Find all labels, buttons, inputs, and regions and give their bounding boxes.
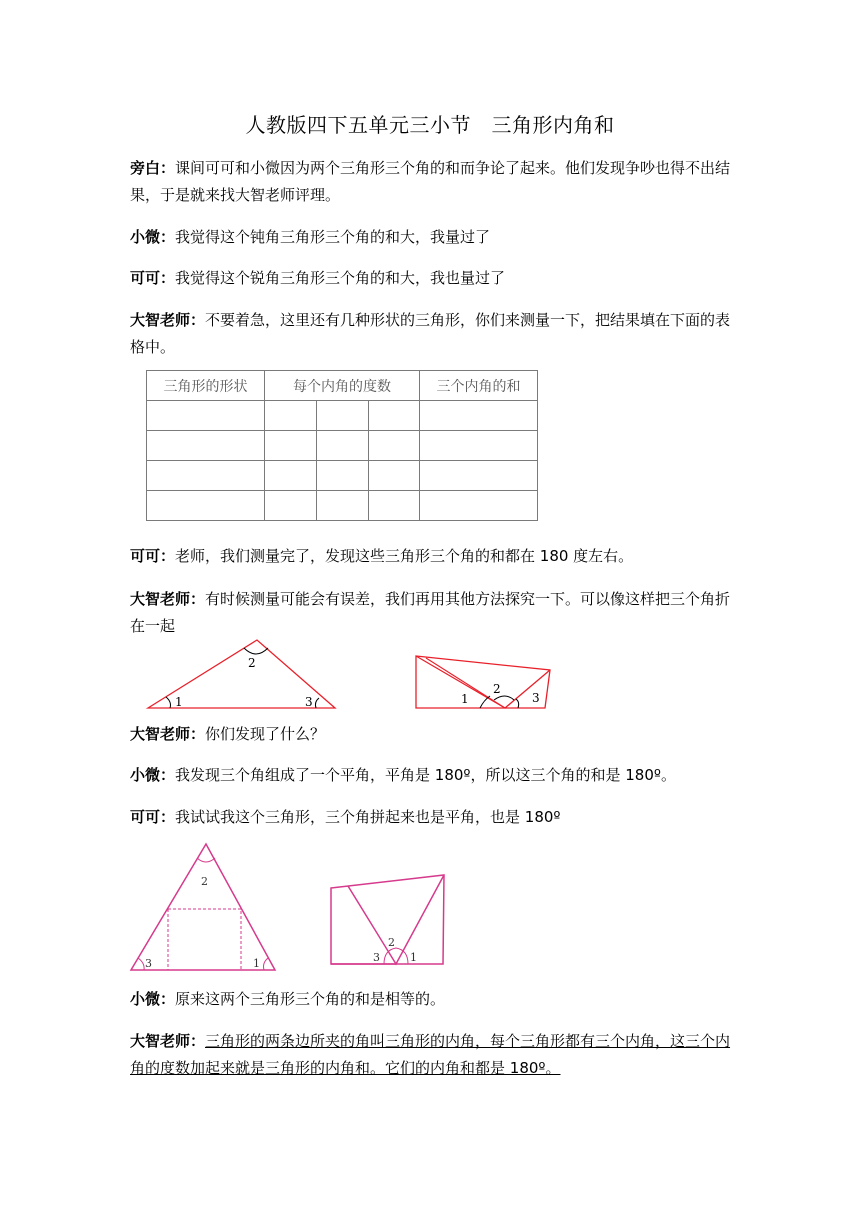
table-row bbox=[147, 461, 538, 491]
table-cell[interactable] bbox=[265, 401, 317, 431]
dialogue-teacher-4 bbox=[130, 1028, 735, 1082]
dialogue-xiaowei-3 bbox=[130, 986, 735, 1013]
table-cell[interactable] bbox=[317, 401, 369, 431]
table-cell[interactable] bbox=[420, 491, 538, 521]
angle-label-3: 3 bbox=[532, 691, 540, 705]
dialogue-text: 有时候测量可能会有误差，我们再用其他方法探究一下。可以像这样把三个角折在一起 bbox=[130, 590, 731, 635]
speaker-label: 可可： bbox=[130, 808, 176, 826]
dialogue-narrator bbox=[130, 155, 735, 209]
definition-text: 三角形的两条边所夹的角叫三角形的内角，每个三角形都有三个内角，这三个内角的度数加起来就是三角形的内角和。它们的内角和都是 180º。 bbox=[130, 1032, 731, 1077]
speaker-label: 大智老师： bbox=[130, 725, 206, 743]
folded-acute-figure bbox=[326, 870, 450, 970]
speaker-label: 旁白： bbox=[130, 159, 176, 177]
table-cell[interactable] bbox=[420, 401, 538, 431]
acute-triangle-figure bbox=[126, 840, 282, 974]
angle-label-1: 1 bbox=[461, 692, 469, 706]
table-cell[interactable] bbox=[369, 461, 420, 491]
angle-label-2: 2 bbox=[388, 936, 395, 949]
dialogue-teacher-2 bbox=[130, 586, 735, 640]
dialogue-text: 我试试我这个三角形，三个角拼起来也是平角，也是 180º bbox=[175, 808, 561, 826]
table-row bbox=[147, 431, 538, 461]
speaker-label: 大智老师： bbox=[130, 590, 206, 608]
table-row bbox=[147, 401, 538, 431]
speaker-label: 小微： bbox=[130, 990, 176, 1008]
angle-label-1: 1 bbox=[175, 695, 183, 709]
table-header-sum: 三个内角的和 bbox=[420, 371, 538, 401]
table-cell[interactable] bbox=[317, 431, 369, 461]
table-row bbox=[147, 491, 538, 521]
angle-label-3: 3 bbox=[145, 957, 152, 970]
obtuse-triangle-figure bbox=[140, 634, 340, 714]
table-cell[interactable] bbox=[265, 431, 317, 461]
speaker-label: 小微： bbox=[130, 766, 176, 784]
table-cell[interactable] bbox=[369, 491, 420, 521]
table-cell[interactable] bbox=[317, 491, 369, 521]
speaker-label: 可可： bbox=[130, 269, 176, 287]
dialogue-teacher-3 bbox=[130, 721, 735, 748]
dialogue-text: 我发现三个角组成了一个平角，平角是 180º，所以这三个角的和是 180º。 bbox=[175, 766, 676, 784]
dialogue-text: 老师，我们测量完了，发现这些三角形三个角的和都在 180 度左右。 bbox=[175, 547, 634, 565]
dialogue-text: 不要着急，这里还有几种形状的三角形，你们来测量一下，把结果填在下面的表格中。 bbox=[130, 311, 731, 356]
angle-label-2: 2 bbox=[493, 682, 501, 696]
measurement-table bbox=[146, 370, 539, 522]
dialogue-keke-3 bbox=[130, 804, 735, 831]
table-cell[interactable] bbox=[265, 491, 317, 521]
angle-label-2: 2 bbox=[248, 656, 256, 670]
table-cell[interactable] bbox=[317, 461, 369, 491]
dialogue-text: 我觉得这个锐角三角形三个角的和大，我也量过了 bbox=[175, 269, 506, 287]
folded-triangle-figure bbox=[410, 652, 560, 712]
table-cell[interactable] bbox=[265, 461, 317, 491]
angle-label-1: 1 bbox=[410, 951, 417, 964]
speaker-label: 小微： bbox=[130, 228, 176, 246]
speaker-label: 大智老师： bbox=[130, 311, 206, 329]
angle-label-2: 2 bbox=[201, 875, 208, 888]
dialogue-keke-2 bbox=[130, 543, 735, 570]
dialogue-teacher-1 bbox=[130, 307, 735, 361]
speaker-label: 可可： bbox=[130, 547, 176, 565]
page-title: 人教版四下五单元三小节 三角形内角和 bbox=[245, 113, 615, 137]
table-cell[interactable] bbox=[147, 491, 265, 521]
dialogue-text: 原来这两个三角形三个角的和是相等的。 bbox=[175, 990, 446, 1008]
dialogue-text: 课间可可和小微因为两个三角形三个角的和而争论了起来。他们发现争吵也得不出结果，于是就来找大智老师评理。 bbox=[130, 159, 731, 204]
table-cell[interactable] bbox=[369, 431, 420, 461]
table-header-angles: 每个内角的度数 bbox=[265, 371, 420, 401]
table-cell[interactable] bbox=[420, 461, 538, 491]
table-cell[interactable] bbox=[420, 431, 538, 461]
dialogue-text: 你们发现了什么？ bbox=[205, 725, 326, 743]
table-cell[interactable] bbox=[147, 401, 265, 431]
table-cell[interactable] bbox=[147, 461, 265, 491]
speaker-label: 大智老师： bbox=[130, 1032, 206, 1050]
table-header-shape: 三角形的形状 bbox=[147, 371, 265, 401]
dialogue-xiaowei-1 bbox=[130, 224, 735, 251]
angle-label-3: 3 bbox=[305, 695, 313, 709]
dialogue-xiaowei-2 bbox=[130, 762, 735, 789]
angle-label-1: 1 bbox=[253, 957, 260, 970]
dialogue-text: 我觉得这个钝角三角形三个角的和大，我量过了 bbox=[175, 228, 491, 246]
table-cell[interactable] bbox=[147, 431, 265, 461]
table-cell[interactable] bbox=[369, 401, 420, 431]
angle-label-3: 3 bbox=[373, 951, 380, 964]
dialogue-keke-1 bbox=[130, 265, 735, 292]
